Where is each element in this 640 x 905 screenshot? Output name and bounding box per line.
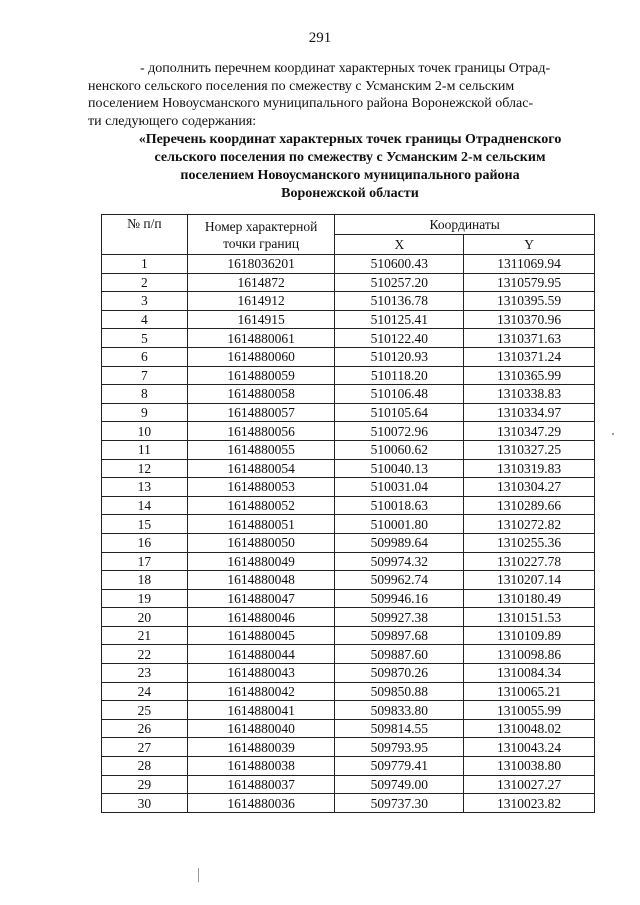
- cell-num: 23: [102, 664, 188, 683]
- coordinates-table: [101, 214, 595, 813]
- cell-num: 3: [102, 292, 188, 311]
- table-row: [102, 255, 595, 274]
- cell-y: 1310334.97: [464, 403, 595, 422]
- cell-y: 1310065.21: [464, 682, 595, 701]
- cell-x: 509749.00: [335, 775, 464, 794]
- cell-y: 1310370.96: [464, 310, 595, 329]
- table-row: [102, 422, 595, 441]
- cell-y: 1310084.34: [464, 664, 595, 683]
- cell-point: 1614880051: [187, 515, 335, 534]
- cell-x: 510120.93: [335, 347, 464, 366]
- table-row: [102, 608, 595, 627]
- cell-num: 7: [102, 366, 188, 385]
- cell-x: 510118.20: [335, 366, 464, 385]
- cell-point: 1614880056: [187, 422, 335, 441]
- cell-point: 1614880050: [187, 533, 335, 552]
- cell-num: 29: [102, 775, 188, 794]
- heading-line: сельского поселения по смежеству с Усманским 2-м сельским: [154, 150, 546, 165]
- cell-y: 1310365.99: [464, 366, 595, 385]
- cell-y: 1310338.83: [464, 385, 595, 404]
- scan-mark: [612, 433, 614, 435]
- cell-point: 1614880040: [187, 719, 335, 738]
- cell-y: 1310395.59: [464, 292, 595, 311]
- cell-num: 24: [102, 682, 188, 701]
- intro-line: ти следующего содержания:: [88, 113, 257, 129]
- cell-num: 28: [102, 757, 188, 776]
- cell-y: 1310038.80: [464, 757, 595, 776]
- cell-x: 510040.13: [335, 459, 464, 478]
- cell-num: 9: [102, 403, 188, 422]
- cell-point: 1614872: [187, 273, 335, 292]
- table-row: [102, 757, 595, 776]
- cell-num: 13: [102, 478, 188, 497]
- intro-line: поселением Новоусманского муниципального района Воронежской облас-: [88, 96, 534, 111]
- cell-point: 1614880058: [187, 385, 335, 404]
- table-row: [102, 626, 595, 645]
- cell-x: 509962.74: [335, 571, 464, 590]
- table-row: [102, 719, 595, 738]
- cell-x: 509989.64: [335, 533, 464, 552]
- cell-y: 1310304.27: [464, 478, 595, 497]
- cell-y: 1310272.82: [464, 515, 595, 534]
- cell-point: 1614915: [187, 310, 335, 329]
- table-row: [102, 552, 595, 571]
- cell-num: 26: [102, 719, 188, 738]
- cell-x: 510060.62: [335, 440, 464, 459]
- cell-x: 510122.40: [335, 329, 464, 348]
- cell-point: 1614880039: [187, 738, 335, 757]
- cell-point: 1614880057: [187, 403, 335, 422]
- table-row: [102, 385, 595, 404]
- cell-x: 509974.32: [335, 552, 464, 571]
- cell-y: 1310319.83: [464, 459, 595, 478]
- cell-num: 6: [102, 347, 188, 366]
- cell-x: 509793.95: [335, 738, 464, 757]
- cell-point: 1614880059: [187, 366, 335, 385]
- header-y: Y: [464, 235, 595, 255]
- cell-y: 1310227.78: [464, 552, 595, 571]
- cell-num: 5: [102, 329, 188, 348]
- cell-point: 1614880061: [187, 329, 335, 348]
- cell-y: 1310371.24: [464, 347, 595, 366]
- cell-y: 1311069.94: [464, 255, 595, 274]
- cell-num: 17: [102, 552, 188, 571]
- cell-x: 509887.60: [335, 645, 464, 664]
- table-row: [102, 775, 595, 794]
- cell-y: 1310055.99: [464, 701, 595, 720]
- cell-num: 4: [102, 310, 188, 329]
- cell-num: 21: [102, 626, 188, 645]
- cell-point: 1614880060: [187, 347, 335, 366]
- cell-num: 30: [102, 794, 188, 813]
- cell-x: 510105.64: [335, 403, 464, 422]
- table-row: [102, 496, 595, 515]
- cell-x: 509737.30: [335, 794, 464, 813]
- cell-point: 1614912: [187, 292, 335, 311]
- table-row: [102, 794, 595, 813]
- cell-x: 510072.96: [335, 422, 464, 441]
- cell-x: 510257.20: [335, 273, 464, 292]
- cell-point: 1614880036: [187, 794, 335, 813]
- table-row: [102, 701, 595, 720]
- cell-x: 510018.63: [335, 496, 464, 515]
- table-row: [102, 329, 595, 348]
- header-point: Номер характерной точки границ: [187, 215, 335, 255]
- table-body: [102, 255, 595, 813]
- cell-y: 1310109.89: [464, 626, 595, 645]
- header-x: X: [335, 235, 464, 255]
- cell-x: 509870.26: [335, 664, 464, 683]
- table-row: [102, 664, 595, 683]
- table-row: [102, 273, 595, 292]
- table-row: [102, 589, 595, 608]
- cell-point: 1618036201: [187, 255, 335, 274]
- cell-x: 509833.80: [335, 701, 464, 720]
- cell-num: 12: [102, 459, 188, 478]
- cell-num: 11: [102, 440, 188, 459]
- table-row: [102, 459, 595, 478]
- cell-point: 1614880042: [187, 682, 335, 701]
- cell-y: 1310579.95: [464, 273, 595, 292]
- table-row: [102, 533, 595, 552]
- header-num: № п/п: [102, 215, 188, 255]
- scan-mark: [198, 868, 199, 882]
- cell-point: 1614880046: [187, 608, 335, 627]
- table-row: [102, 682, 595, 701]
- cell-y: 1310048.02: [464, 719, 595, 738]
- cell-point: 1614880043: [187, 664, 335, 683]
- cell-x: 509946.16: [335, 589, 464, 608]
- cell-x: 510125.41: [335, 310, 464, 329]
- cell-num: 22: [102, 645, 188, 664]
- cell-point: 1614880049: [187, 552, 335, 571]
- cell-point: 1614880041: [187, 701, 335, 720]
- cell-num: 20: [102, 608, 188, 627]
- cell-y: 1310255.36: [464, 533, 595, 552]
- cell-y: 1310043.24: [464, 738, 595, 757]
- cell-x: 509927.38: [335, 608, 464, 627]
- cell-point: 1614880053: [187, 478, 335, 497]
- intro-line: - дополнить перечнем координат характерных точек границы Отрад-: [140, 61, 551, 76]
- table-row: [102, 738, 595, 757]
- table-row: [102, 571, 595, 590]
- table-row: [102, 366, 595, 385]
- heading-line: «Перечень координат характерных точек границы Отрадненского: [138, 132, 562, 147]
- cell-num: 18: [102, 571, 188, 590]
- cell-num: 16: [102, 533, 188, 552]
- cell-x: 510600.43: [335, 255, 464, 274]
- cell-point: 1614880045: [187, 626, 335, 645]
- table-row: [102, 310, 595, 329]
- cell-y: 1310371.63: [464, 329, 595, 348]
- cell-y: 1310098.86: [464, 645, 595, 664]
- cell-num: 1: [102, 255, 188, 274]
- cell-point: 1614880038: [187, 757, 335, 776]
- cell-point: 1614880048: [187, 571, 335, 590]
- cell-num: 19: [102, 589, 188, 608]
- cell-y: 1310027.27: [464, 775, 595, 794]
- intro-line: ненского сельского поселения по смежеству с Усманским 2-м сельским: [88, 78, 515, 94]
- cell-y: 1310151.53: [464, 608, 595, 627]
- header-coordinates: Координаты: [335, 215, 595, 235]
- cell-x: 509850.88: [335, 682, 464, 701]
- cell-x: 510031.04: [335, 478, 464, 497]
- cell-point: 1614880052: [187, 496, 335, 515]
- cell-point: 1614880037: [187, 775, 335, 794]
- heading-line: поселением Новоусманского муниципального района: [180, 168, 520, 183]
- cell-num: 2: [102, 273, 188, 292]
- cell-point: 1614880055: [187, 440, 335, 459]
- table-row: [102, 292, 595, 311]
- intro-paragraph: [88, 60, 590, 130]
- table-row: [102, 645, 595, 664]
- page-number: 291: [308, 30, 332, 46]
- table-row: [102, 440, 595, 459]
- table-row: [102, 478, 595, 497]
- cell-point: 1614880044: [187, 645, 335, 664]
- cell-x: 509897.68: [335, 626, 464, 645]
- cell-y: 1310327.25: [464, 440, 595, 459]
- cell-num: 25: [102, 701, 188, 720]
- cell-x: 510001.80: [335, 515, 464, 534]
- cell-num: 27: [102, 738, 188, 757]
- cell-y: 1310207.14: [464, 571, 595, 590]
- cell-x: 509814.55: [335, 719, 464, 738]
- cell-num: 14: [102, 496, 188, 515]
- cell-y: 1310023.82: [464, 794, 595, 813]
- heading-line: Воронежской области: [281, 186, 419, 201]
- cell-x: 510136.78: [335, 292, 464, 311]
- table-row: [102, 515, 595, 534]
- cell-x: 510106.48: [335, 385, 464, 404]
- cell-point: 1614880054: [187, 459, 335, 478]
- cell-point: 1614880047: [187, 589, 335, 608]
- cell-y: 1310289.66: [464, 496, 595, 515]
- cell-num: 10: [102, 422, 188, 441]
- cell-x: 509779.41: [335, 757, 464, 776]
- cell-y: 1310180.49: [464, 589, 595, 608]
- list-heading: [110, 131, 590, 203]
- cell-num: 15: [102, 515, 188, 534]
- cell-y: 1310347.29: [464, 422, 595, 441]
- table-row: [102, 403, 595, 422]
- cell-num: 8: [102, 385, 188, 404]
- table-row: [102, 347, 595, 366]
